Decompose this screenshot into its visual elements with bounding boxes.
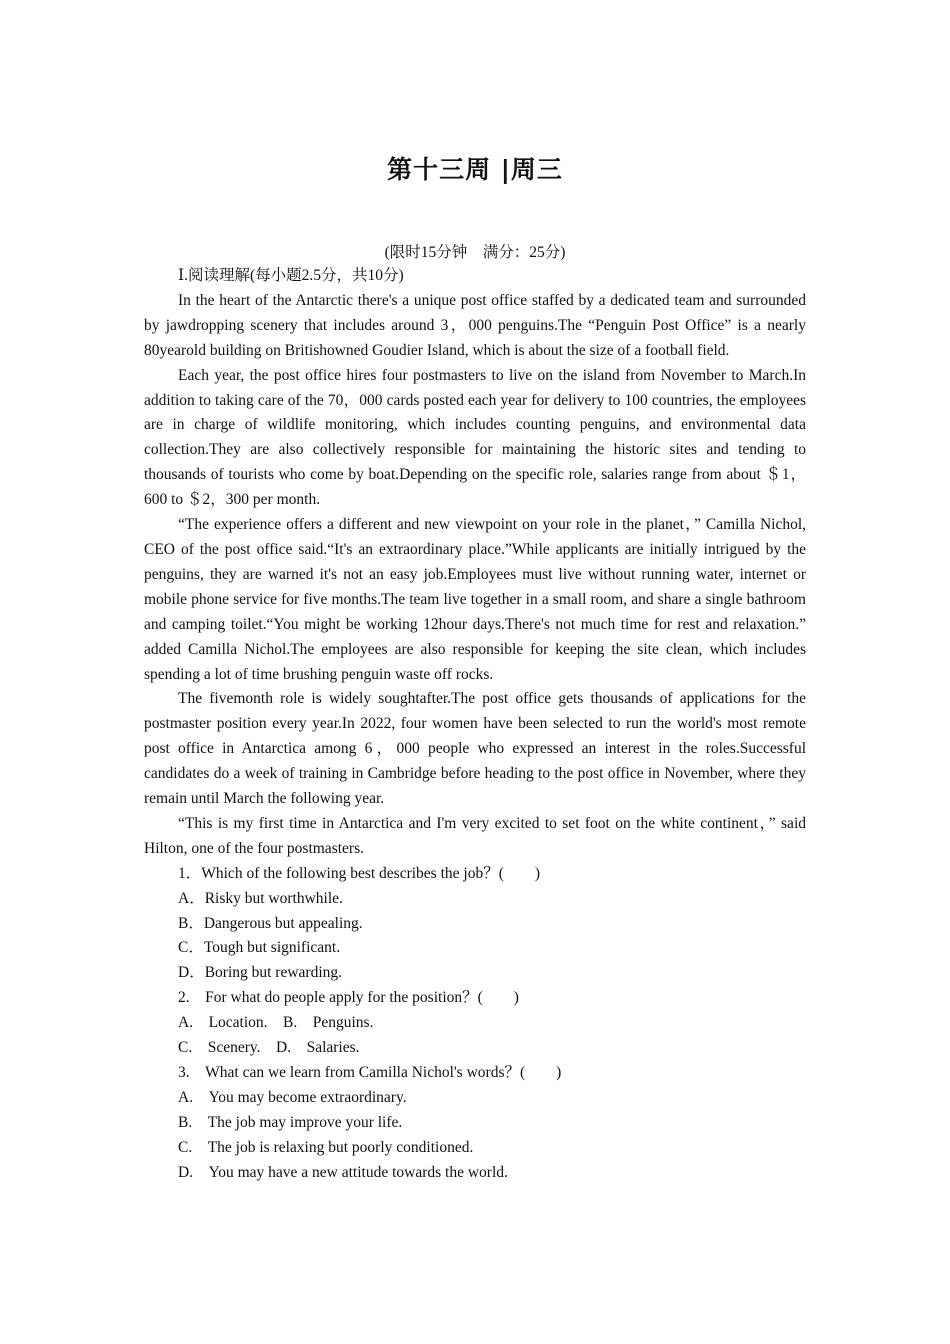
question-stem: 1．Which of the following best describes the job？( ): [178, 864, 541, 882]
exercise-content: [144, 264, 806, 1186]
question-stem: 2. For what do people apply for the position？( ): [178, 989, 519, 1007]
answer-option: A. Location. B. Penguins.: [178, 1014, 374, 1032]
answer-option: C．Tough but significant.: [178, 939, 341, 957]
question-stem: 3. What can we learn from Camilla Nichol's words？( ): [178, 1064, 562, 1081]
time-limit-note: (限时15分钟 满分：25分): [384, 244, 566, 261]
answer-option: A. You may become extraordinary.: [178, 1088, 407, 1106]
passage-paragraph: In the heart of the Antarctic there's a unique post office staffed by a dedicated team and surrounded by jawdropping scenery that includes around 3，000 penguins.The “Penguin Post Office” is a nearly 80yearold building on Britishowned Goudier Island, which is about the size of a football field.: [144, 291, 806, 359]
page-title: 第十三周 |周三: [387, 155, 563, 184]
answer-option: A．Risky but worthwhile.: [178, 889, 343, 907]
passage-paragraph: The fivemonth role is widely soughtafter.The post office gets thousands of applications for the postmaster position every year.In 2022, four women have been selected to run the world's most remote post office in Antarctica among 6，000 people who expressed an interest in the roles.Successful candidates do a week of training in Cambridge before heading to the post office in November, where they remain until March the following year.: [144, 690, 806, 808]
passage-paragraph: “The experience offers a different and new viewpoint on your role in the planet，” Camilla Nichol, CEO of the post office said.“It's an extraordinary place.”While applicants are initially intrigued by the penguins, they are warned it's not an easy job.Employees must live without running water, internet or mobile phone service for five months.The team live together in a small room, and share a single bathroom and camping toilet.“You might be working 12hour days.There's not much time for rest and relaxation.” added Camilla Nichol.The employees are also responsible for keeping the site clean, which includes spending a lot of time brushing penguin waste off rocks.: [144, 516, 806, 683]
passage-paragraph: “This is my first time in Antarctica and I'm very excited to set foot on the white continent，” said Hilton, one of the four postmasters.: [144, 814, 806, 857]
answer-option: C. The job is relaxing but poorly conditioned.: [178, 1138, 474, 1156]
answer-option: D. You may have a new attitude towards the world.: [178, 1163, 508, 1181]
section-heading: Ⅰ.阅读理解(每小题2.5分，共10分): [178, 267, 404, 284]
answer-option: B. The job may improve your life.: [178, 1113, 403, 1131]
answer-option: B．Dangerous but appealing.: [178, 914, 363, 932]
answer-option: C. Scenery. D. Salaries.: [178, 1039, 360, 1057]
passage-paragraph: Each year, the post office hires four postmasters to live on the island from November to March.In addition to taking care of the 70，000 cards posted each year for delivery to 100 countries, the employees are in charge of wildlife monitoring, which includes counting penguins, and environmental data collection.They are also collectively responsible for maintaining the historic sites and tending to thousands of tourists who come by boat.Depending on the specific role, salaries range from about ＄1，600 to ＄2，300 per month.: [144, 366, 806, 509]
answer-option: D．Boring but rewarding.: [178, 964, 343, 982]
